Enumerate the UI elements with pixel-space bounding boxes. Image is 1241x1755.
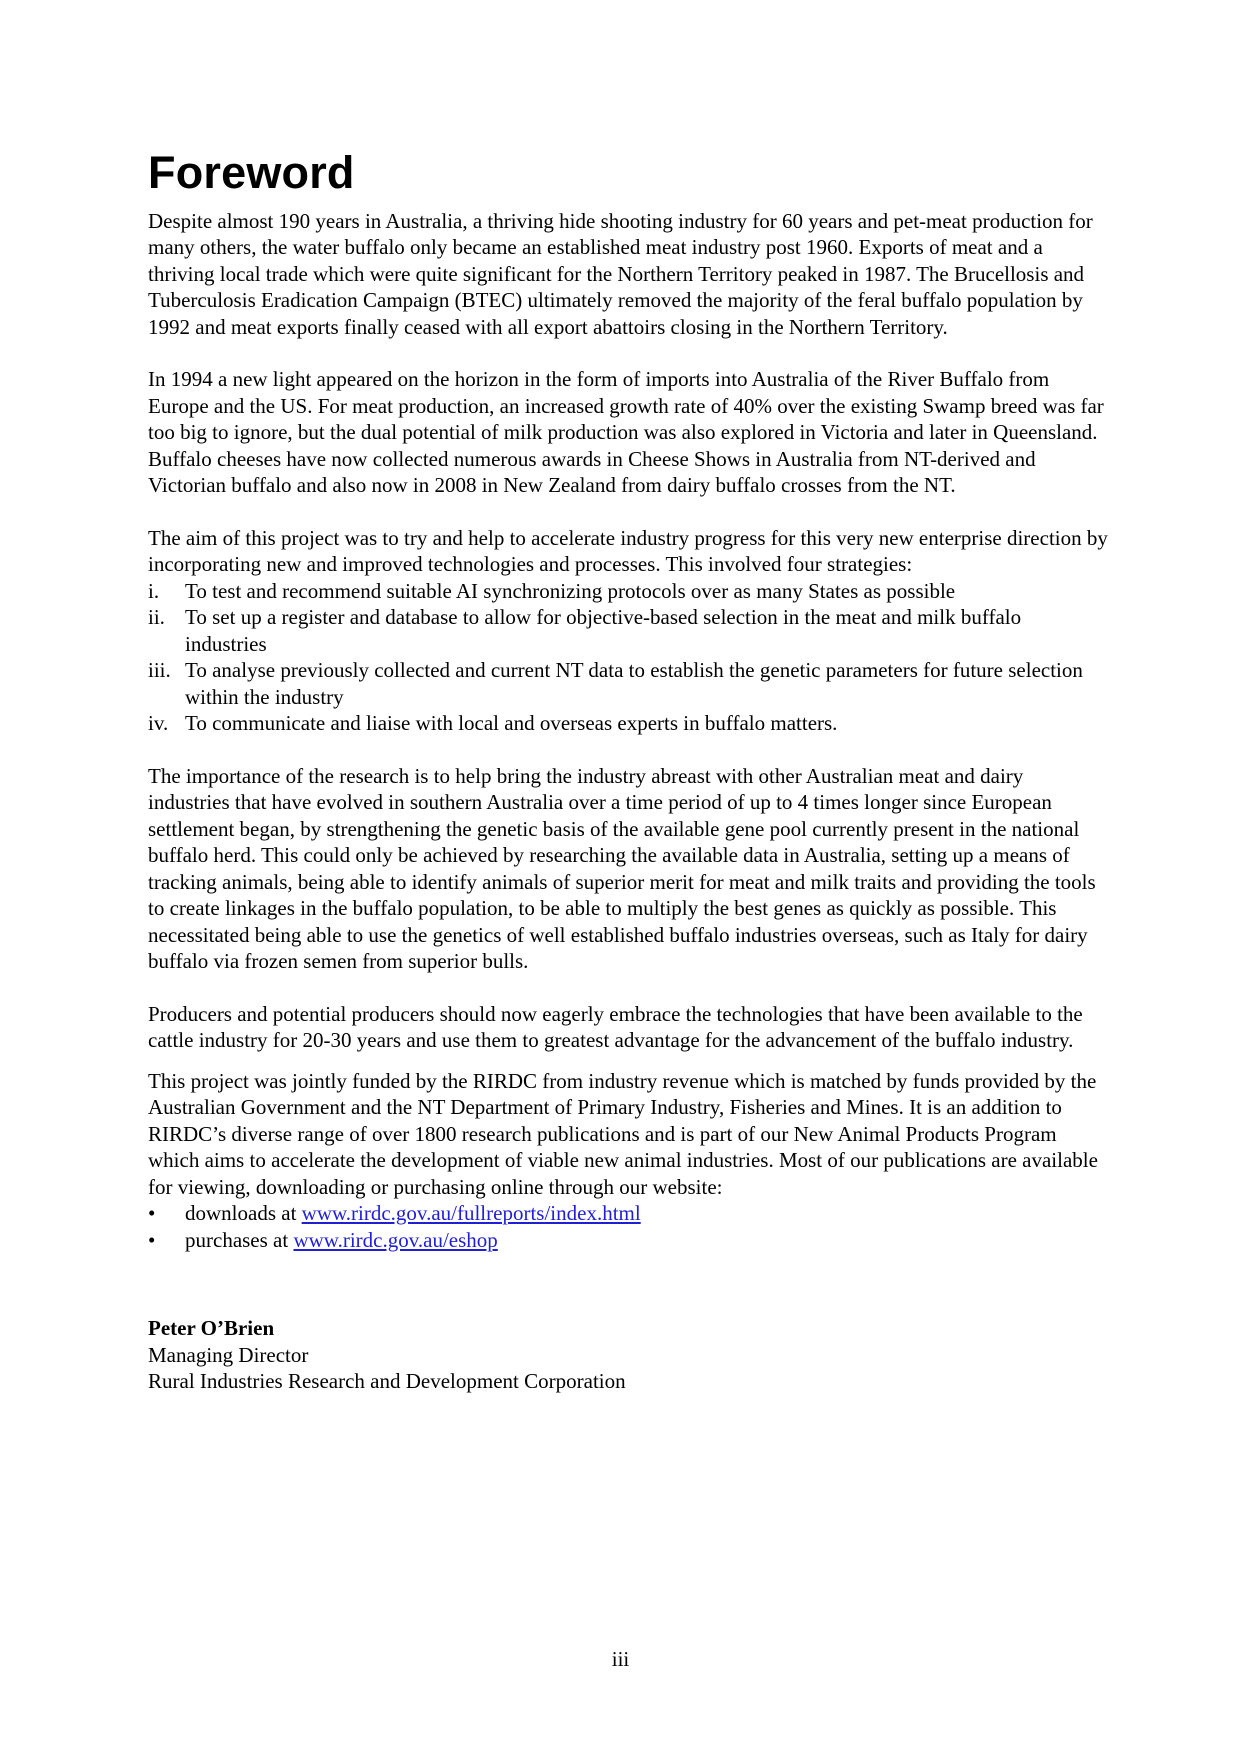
website-links-list xyxy=(148,1200,1108,1253)
paragraph-project-aim: The aim of this project was to try and help to accelerate industry progress for this very new enterprise direction by incorporating new and improved technologies and processes. This involved four strategies: xyxy=(148,525,1108,576)
list-item xyxy=(148,1227,1108,1254)
link-prefix: downloads at xyxy=(185,1201,302,1225)
signatory-position: Managing Director xyxy=(148,1342,309,1367)
paragraph-importance: The importance of the research is to help bring the industry abreast with other Australian meat and dairy industries that have evolved in southern Australia over a time period of up to 4 times longer since European settlement began, by strengthening the genetic basis of the available gene pool currently present in the national buffalo herd. This could only be achieved by researching the available data in Australia, setting up a means of tracking animals, being able to identify animals of superior merit for meat and milk traits and providing the tools to create linkages in the buffalo population, to be able to multiply the best genes as quickly as possible. This necessitated being able to use the genetics of well established buffalo industries overseas, such as Italy for dairy buffalo via frozen semen from superior bulls. xyxy=(148,763,1096,973)
list-item xyxy=(148,604,1108,657)
eshop-link[interactable]: www.rirdc.gov.au/eshop xyxy=(293,1227,498,1252)
document-page xyxy=(148,148,1108,1395)
list-item-text: To set up a register and database to allow for objective-based selection in the meat and milk buffalo industries xyxy=(185,605,1022,656)
page-number: iii xyxy=(611,1647,630,1671)
link-prefix: purchases at xyxy=(185,1227,294,1252)
paragraph-river-buffalo: In 1994 a new light appeared on the horizon in the form of imports into Australia of the River Buffalo from Europe and the US. For meat production, an increased growth rate of 40% over the existing Swamp breed was far too big to ignore, but the dual potential of milk production was also explored in Victoria and later in Queensland. Buffalo cheeses have now collected numerous awards in Cheese Shows in Australia from NT-derived and Victorian buffalo and also now in 2008 in New Zealand from dairy buffalo crosses from the NT. xyxy=(148,367,1104,497)
list-item xyxy=(148,710,1108,737)
list-item-text: To analyse previously collected and current NT data to establish the genetic parameters for future selection within the industry xyxy=(185,658,1083,709)
list-item-text: To communicate and liaise with local and overseas experts in buffalo matters. xyxy=(185,711,838,735)
list-marker: i. xyxy=(148,578,160,603)
strategies-list xyxy=(148,578,1108,737)
downloads-link[interactable]: www.rirdc.gov.au/fullreports/index.html xyxy=(301,1201,641,1225)
paragraph-funding: This project was jointly funded by the RIRDC from industry revenue which is matched by funds provided by the Australian Government and the NT Department of Primary Industry, Fisheries and Mines. It is an addition to RIRDC’s diverse range of over 1800 research publications and is part of our New Animal Products Program which aims to accelerate the development of viable new animal industries. Most of our publications are available for viewing, downloading or purchasing online through our website: xyxy=(148,1068,1098,1199)
bullet-icon: • xyxy=(148,1201,156,1225)
signatory-organisation: Rural Industries Research and Development Corporation xyxy=(148,1369,626,1393)
list-marker: ii. xyxy=(148,605,165,629)
paragraph-producers: Producers and potential producers should now eagerly embrace the technologies that have been available to the cattle industry for 20-30 years and use them to greatest advantage for the advancement of the buffalo industry. xyxy=(148,1001,1083,1052)
paragraph-history: Despite almost 190 years in Australia, a thriving hide shooting industry for 60 years and pet-meat production for many others, the water buffalo only became an established meat industry post 1960. Exports of meat and a thriving local trade which were quite significant for the Northern Territory peaked in 1987. The Brucellosis and Tuberculosis Eradication Campaign (BTEC) ultimately removed the majority of the feral buffalo population by 1992 and meat exports finally ceased with all export abattoirs closing in the Northern Territory. xyxy=(148,208,1093,339)
list-marker: iv. xyxy=(148,711,169,735)
list-item xyxy=(148,657,1108,710)
bullet-icon: • xyxy=(148,1227,156,1252)
signature-block xyxy=(148,1315,1108,1395)
list-marker: iii. xyxy=(148,658,171,682)
list-item xyxy=(148,578,1108,605)
list-item xyxy=(148,1200,1108,1227)
signatory-name: Peter O’Brien xyxy=(148,1316,275,1340)
list-item-text: To test and recommend suitable AI synchronizing protocols over as many States as possible xyxy=(185,578,956,603)
page-title: Foreword xyxy=(148,147,355,198)
